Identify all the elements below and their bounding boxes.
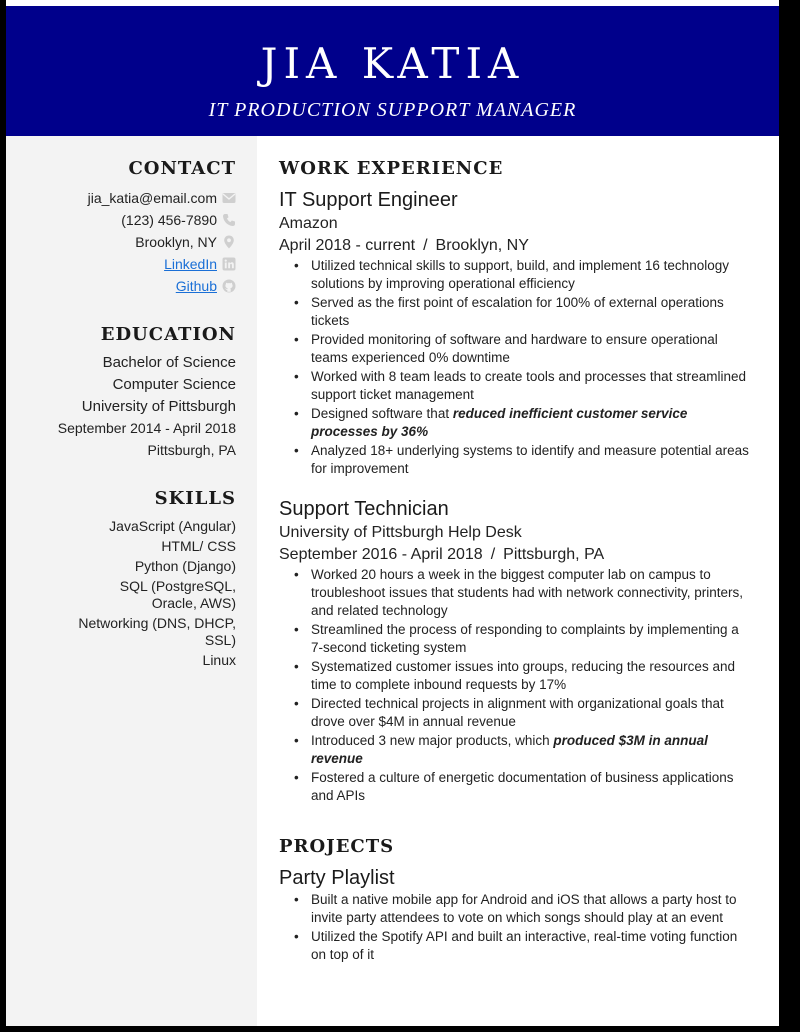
resume-header (6, 6, 779, 136)
job-bullets (279, 566, 749, 805)
job-meta-separator: / (490, 546, 496, 563)
list-item: • Introduced 3 new major products, which produced $3M in annual revenue (311, 732, 749, 768)
job-company: University of Pittsburgh Help Desk (279, 524, 522, 541)
contact-section (16, 157, 236, 296)
list-item: • Streamlined the process of responding to complaints by implementing a 7-second ticketing system (311, 621, 749, 657)
envelope-icon (222, 191, 236, 205)
skill-item: Linux (202, 652, 236, 668)
project-title: Party Playlist (279, 867, 395, 889)
contact-location (16, 231, 236, 252)
skill-item: HTML/ CSS (161, 538, 236, 554)
skills-title: SKILLS (154, 488, 236, 509)
list-item: • Built a native mobile app for Android and iOS that allows a party host to invite party attendees to vote on which songs should play at an event (311, 891, 749, 927)
job-location: Pittsburgh, PA (503, 546, 605, 563)
contact-email (16, 187, 236, 208)
contact-title: CONTACT (128, 158, 236, 179)
job-meta (279, 544, 749, 566)
job-bullets (279, 257, 749, 478)
contact-github (16, 275, 236, 296)
education-section (16, 323, 236, 461)
list-item: • Designed software that reduced inefficient customer service processes by 36% (311, 405, 749, 441)
skills-section (16, 487, 236, 669)
highlight-text: reduced inefficient customer service processes by 36% (311, 406, 688, 439)
highlight-text: produced $3M in annual revenue (311, 733, 708, 766)
education-dates: September 2014 - April 2018 (57, 420, 236, 436)
job-location: Brooklyn, NY (435, 237, 529, 254)
list-item: • Analyzed 18+ underlying systems to identify and measure potential areas for improvement (311, 442, 749, 478)
linkedin-icon[interactable] (222, 257, 236, 271)
list-item: • Worked 20 hours a week in the biggest computer lab on campus to troubleshoot issues that students had with network connectivity, printers, and related technology (311, 566, 749, 620)
job-company: Amazon (279, 215, 338, 232)
list-item: • Utilized technical skills to support, build, and implement 16 technology solutions by improving operational efficiency (311, 257, 749, 293)
education-school: University of Pittsburgh (81, 398, 236, 415)
education-major: Computer Science (112, 376, 236, 393)
list-item: • Systematized customer issues into groups, reducing the resources and time to complete inbound requests by 17% (311, 658, 749, 694)
job-entry (279, 187, 749, 479)
skill-item: Networking (DNS, DHCP, SSL) (78, 615, 236, 648)
list-item: • Served as the first point of escalation for 100% of external operations tickets (311, 294, 749, 330)
job-dates: September 2016 - April 2018 (279, 546, 483, 563)
skill-item: JavaScript (Angular) (109, 518, 236, 534)
contact-email-text: jia_katia@email.com (87, 189, 217, 206)
education-title: EDUCATION (100, 324, 236, 345)
github-link[interactable]: Github (175, 277, 217, 294)
github-icon[interactable] (222, 279, 236, 293)
list-item: • Provided monitoring of software and hardware to ensure operational teams experienced 0% downtime (311, 331, 749, 367)
job-meta (279, 235, 749, 257)
education-degree: Bachelor of Science (102, 354, 236, 371)
project-bullets (279, 891, 749, 964)
list-item: • Fostered a culture of energetic documentation of business applications and APIs (311, 769, 749, 805)
skill-item: SQL (PostgreSQL, Oracle, AWS) (119, 578, 236, 611)
contact-phone-text: (123) 456-7890 (121, 211, 217, 228)
projects-title: PROJECTS (279, 836, 395, 857)
job-title: Support Technician (279, 498, 449, 520)
linkedin-link[interactable]: LinkedIn (164, 255, 217, 272)
candidate-role: IT PRODUCTION SUPPORT MANAGER (208, 99, 577, 121)
skill-item: Python (Django) (134, 558, 236, 574)
list-item: • Directed technical projects in alignment with organizational goals that drove over $4M in annual revenue (311, 695, 749, 731)
job-meta-separator: / (423, 237, 428, 254)
work-experience-title: WORK EXPERIENCE (279, 158, 504, 179)
sidebar (6, 136, 257, 1026)
contact-linkedin (16, 253, 236, 274)
phone-icon (222, 213, 236, 227)
candidate-name: JIA KATIA (260, 39, 525, 88)
job-title: IT Support Engineer (279, 189, 458, 211)
project-entry (279, 865, 749, 965)
list-item: • Worked with 8 team leads to create tools and processes that streamlined support ticket management (311, 368, 749, 404)
list-item: • Utilized the Spotify API and built an interactive, real-time voting function on top of it (311, 928, 749, 964)
contact-phone (16, 209, 236, 230)
job-dates: April 2018 - current (279, 237, 416, 254)
contact-location-text: Brooklyn, NY (135, 233, 217, 250)
location-pin-icon (222, 235, 236, 249)
resume-page (6, 0, 779, 1026)
education-location: Pittsburgh, PA (147, 442, 236, 458)
job-entry (279, 496, 749, 806)
